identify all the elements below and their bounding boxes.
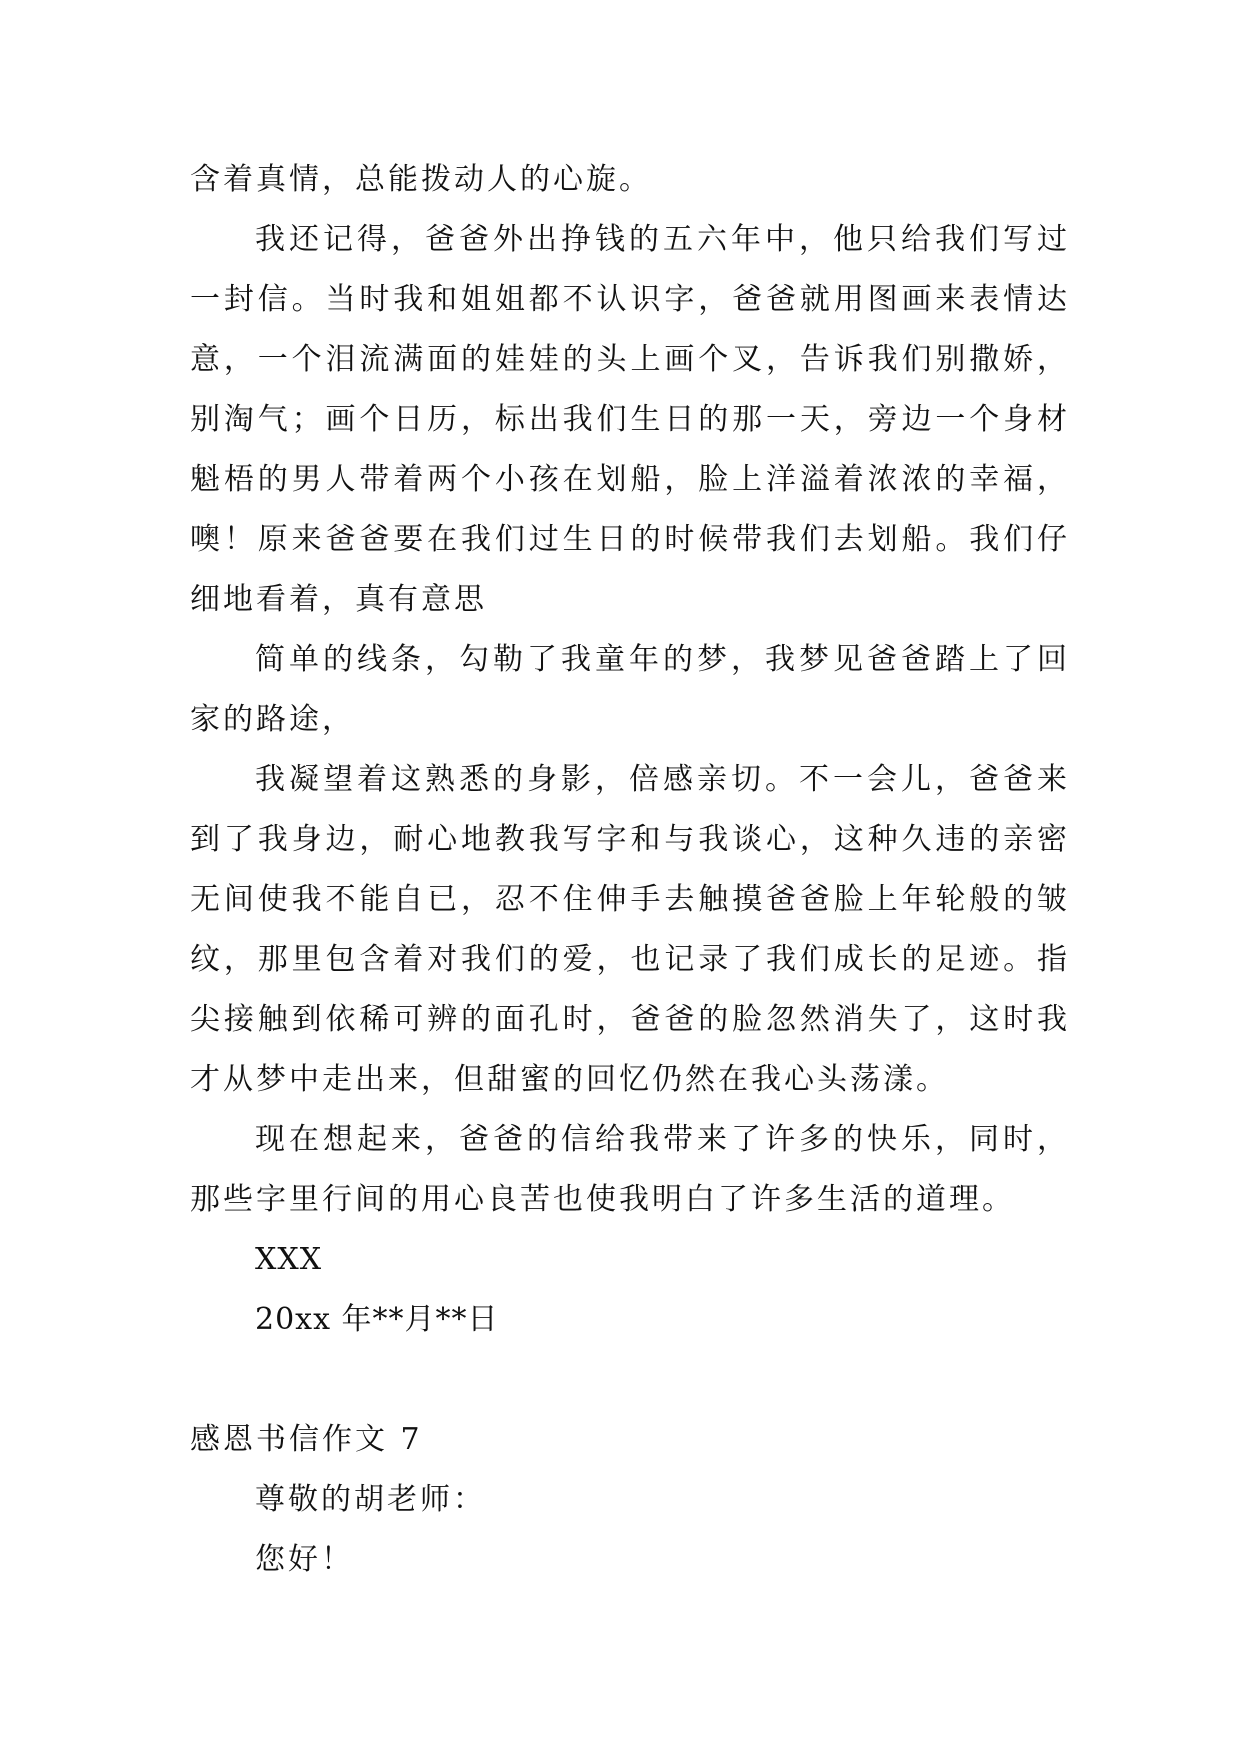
salutation: 尊敬的胡老师： bbox=[255, 1482, 486, 1517]
paragraph-continuation: 含着真情，总能拨动人的心旋。 bbox=[190, 162, 652, 197]
letter-date: 20xx 年**月**日 bbox=[255, 1302, 499, 1337]
paragraph-reflection: 现在想起来，爸爸的信给我带来了许多的快乐，同时，那些字里行间的用心良苦也使我明白了许多生活的道理。 bbox=[190, 1122, 1070, 1217]
paragraph-dream: 简单的线条，勾勒了我童年的梦，我梦见爸爸踏上了回家的路途， bbox=[190, 642, 1070, 737]
letter-body bbox=[190, 150, 1070, 1590]
paragraph-reunion: 我凝望着这熟悉的身影，倍感亲切。不一会儿，爸爸来到了我身边，耐心地教我写字和与我谈心，这种久违的亲密无间使我不能自已，忍不住伸手去触摸爸爸脸上年轮般的皱纹，那里包含着对我们的爱，也记录了我们成长的足迹。指尖接触到依稀可辨的面孔时，爸爸的脸忽然消失了，这时我才从梦中走出来，但甜蜜的回忆仍然在我心头荡漾。 bbox=[190, 762, 1070, 1097]
paragraph-letter-memory: 我还记得，爸爸外出挣钱的五六年中，他只给我们写过一封信。当时我和姐姐都不认识字，爸爸就用图画来表情达意，一个泪流满面的娃娃的头上画个叉，告诉我们别撒娇，别淘气；画个日历，标出我们生日的那一天，旁边一个身材魁梧的男人带着两个小孩在划船，脸上洋溢着浓浓的幸福，噢！原来爸爸要在我们过生日的时候带我们去划船。我们仔细地看着，真有意思 bbox=[190, 222, 1070, 617]
greeting: 您好！ bbox=[255, 1542, 354, 1577]
signature: XXX bbox=[255, 1242, 323, 1277]
section-title: 感恩书信作文 7 bbox=[190, 1422, 423, 1457]
